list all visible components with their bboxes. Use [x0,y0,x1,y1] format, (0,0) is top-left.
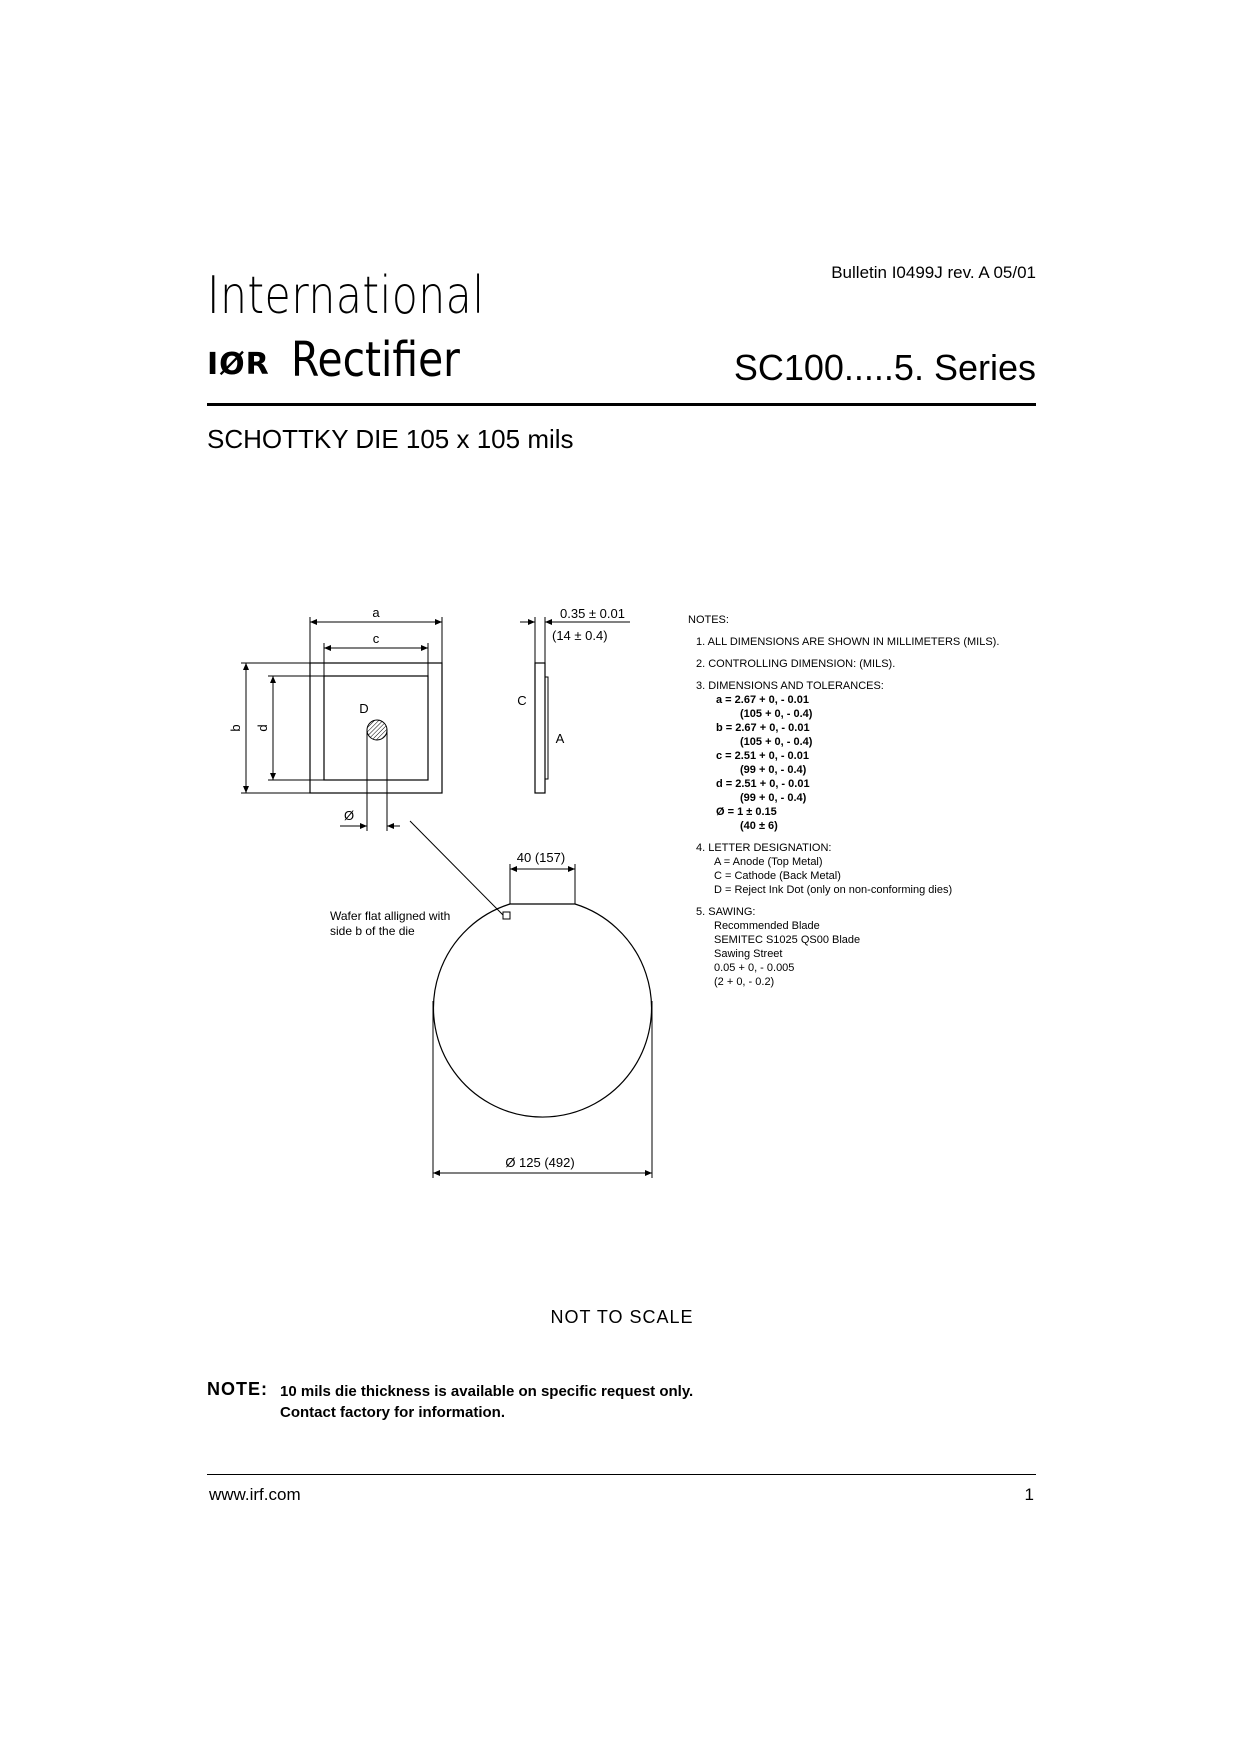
logo-rectifier: Rectifier [291,332,460,388]
tolerance-line: (40 ± 6) [740,820,778,832]
letter-designation: C = Cathode (Back Metal) [714,870,841,882]
label-d: d [255,724,270,732]
sawing-line: SEMITEC S1025 QS00 Blade [714,934,861,946]
logo-ior-mark: IØR [207,347,270,382]
sawing-line: Sawing Street [714,948,783,960]
notes-heading: NOTES: [688,614,729,626]
wafer-diameter: Ø 125 (492) [505,1155,575,1170]
label-anode: A [555,731,565,746]
label-b: b [228,724,243,732]
tolerance-line: (99 + 0, - 0.4) [740,792,807,804]
page-number: 1 [1024,1485,1034,1504]
tolerance-line: a = 2.67 + 0, - 0.01 [716,694,809,706]
wafer-note-line1: Wafer flat alligned with [330,909,451,923]
tolerance-line: Ø = 1 ± 0.15 [716,806,777,818]
letter-designation: A = Anode (Top Metal) [714,856,823,868]
note-2: 2. CONTROLLING DIMENSION: (MILS). [696,658,896,670]
tolerance-line: d = 2.51 + 0, - 0.01 [716,778,810,790]
note-text [280,1381,693,1423]
die-side-view [535,663,545,793]
tolerance-line: c = 2.51 + 0, - 0.01 [716,750,809,762]
note-1: 1. ALL DIMENSIONS ARE SHOWN IN MILLIMETERS (MILS). [696,636,1000,648]
label-c: c [372,631,380,646]
note-label: NOTE: [207,1379,268,1399]
note-line: Contact factory for information. [280,1404,506,1421]
thickness-mm: 0.35 ± 0.01 [560,606,625,621]
tolerance-line: (105 + 0, - 0.4) [740,736,813,748]
page-subtitle: SCHOTTKY DIE 105 x 105 mils [207,424,574,454]
notes-block [688,613,999,989]
logo-international: International [207,266,485,326]
note-4: 4. LETTER DESIGNATION: [696,842,832,854]
note-line: 10 mils die thickness is available on specific request only. [280,1383,694,1400]
tolerance-line: (99 + 0, - 0.4) [740,764,807,776]
flat-width: 40 (157) [516,850,566,865]
tolerance-line: (105 + 0, - 0.4) [740,708,813,720]
footer-url[interactable]: www.irf.com [209,1485,301,1504]
tolerance-line: b = 2.67 + 0, - 0.01 [716,722,810,734]
reject-ink-dot [367,720,387,740]
note-5: 5. SAWING: [696,906,756,918]
series-title: SC100.....5. Series [733,347,1036,388]
sawing-line: 0.05 + 0, - 0.005 [714,962,795,974]
wafer-flat-marker [503,912,510,919]
label-phi: Ø [343,808,355,823]
letter-designation: D = Reject Ink Dot (only on non-conforming dies) [714,884,953,896]
wafer-note-line2: side b of the die [330,924,415,938]
sawing-line: Recommended Blade [714,920,820,932]
thickness-mils: (14 ± 0.4) [552,628,608,643]
wafer-outline [433,904,651,1117]
label-reject-dot: D [359,701,369,716]
footer-rule [207,1474,1036,1475]
label-a: a [372,605,380,620]
label-cathode: C [517,693,527,708]
note-3: 3. DIMENSIONS AND TOLERANCES: [696,680,884,692]
sawing-line: (2 + 0, - 0.2) [714,976,775,988]
not-to-scale: NOT TO SCALE [550,1307,694,1327]
bulletin-number: Bulletin I0499J rev. A 05/01 [831,263,1036,282]
